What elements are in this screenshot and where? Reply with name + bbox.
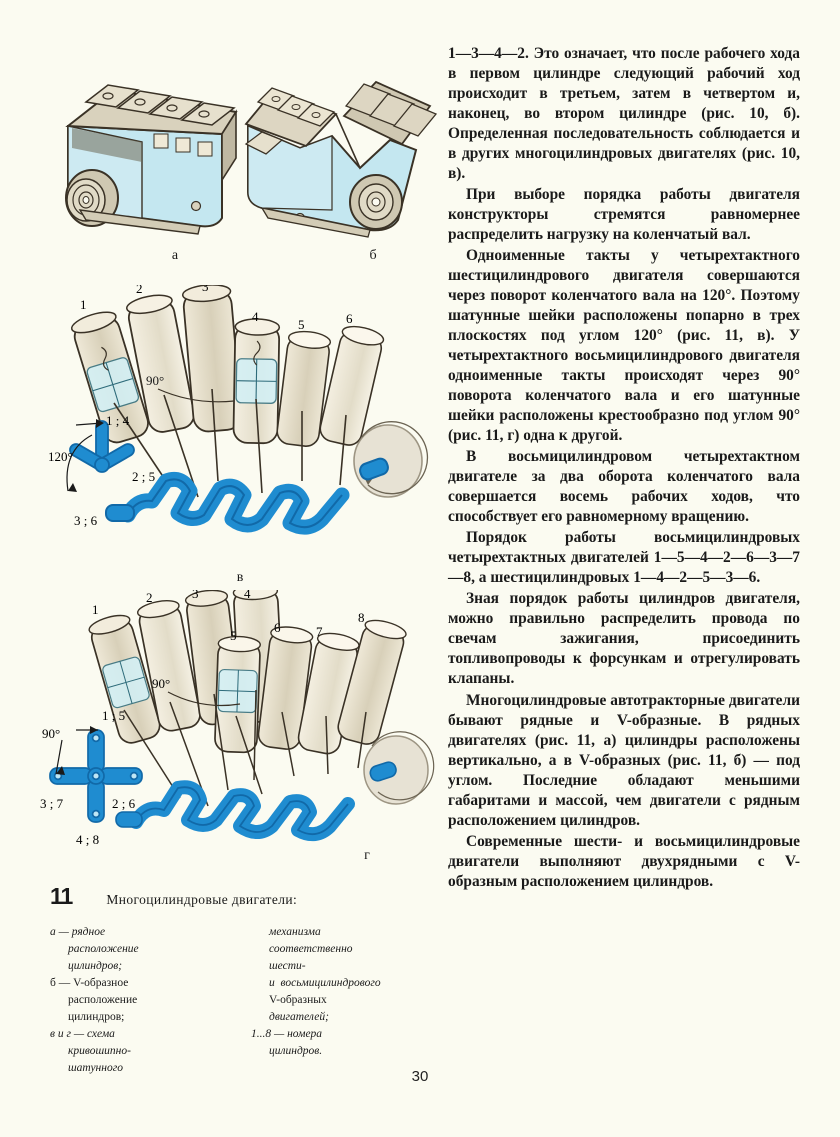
crank-pair-2-5: 2 ; 5	[132, 469, 156, 484]
body-paragraph: При выборе порядка работы двигателя конструкторы стремятся равномернее распределить нагрузку на коленчатый вал.	[448, 186, 800, 244]
caption-columns	[50, 924, 445, 1077]
caption-line: цилиндров;	[68, 960, 123, 973]
figure-title: Многоцилиндровые двигатели:	[106, 892, 298, 907]
caption-line: цилиндров;	[68, 1011, 125, 1024]
caption-line: механизма	[269, 926, 321, 938]
caption-line: цилиндров.	[269, 1045, 323, 1058]
v-engine-illustration	[240, 40, 440, 240]
g-cyl-num-6: 6	[274, 620, 281, 635]
caption-line: а — рядное	[50, 926, 106, 938]
body-paragraph: Зная порядок работы цилиндров двигателя, можно правильно распределить провода по свечам зажигания, присоединить топливопроводы к форсункам и отрегулировать клапаны.	[448, 590, 800, 688]
cyl-num-1: 1	[80, 297, 87, 312]
engine-illustrations-row	[40, 30, 440, 280]
crank-pair-3-7: 3 ; 7	[40, 796, 64, 811]
figure-sublabel-g: г	[364, 848, 370, 863]
cyl-num-5: 5	[298, 317, 305, 332]
body-paragraph: Порядок работы восьмицилиндровых четырехтактных двигателей 1—5—4—2—6—3—7—8, а шестицилиндровых 1—4—2—5—3—6.	[448, 529, 800, 587]
caption-line: расположение	[68, 943, 139, 956]
caption-line: двигателей;	[269, 1011, 329, 1024]
figure-sublabel-v: в	[236, 570, 244, 585]
inline-engine-illustration	[50, 30, 250, 240]
cyl-num-2: 2	[136, 285, 143, 296]
g-cyl-num-4: 4	[244, 590, 251, 601]
crank-pair-2-6: 2 ; 6	[112, 796, 136, 811]
body-text-column	[448, 44, 800, 893]
crank-pair-1-4: 1 ; 4	[106, 413, 130, 428]
six-cylinder-schematic	[40, 285, 440, 585]
crank-pair-1-5: 1 ; 5	[102, 708, 126, 723]
cyl-num-3: 3	[202, 285, 209, 294]
caption-header	[50, 885, 445, 908]
angle-label-120: 120°	[48, 449, 73, 464]
caption-line: и восьмицилиндрового	[269, 977, 381, 990]
figure-sublabel-a: а	[171, 248, 179, 263]
body-paragraph: В восьмицилиндровом четырехтактном двигателе за два оборота коленчатого вала совершается восемь рабочих ходов, что способствует его равномерному вращению.	[448, 448, 800, 526]
caption-line: шатунного	[68, 1062, 123, 1075]
angle-label-90-g: 90°	[152, 676, 171, 691]
body-paragraph: Многоцилиндровые автотракторные двигатели бывают рядные и V-образные. В рядных двигателях (рис. 11, а) цилиндры расположены вертикально, а в V-образных (рис. 11, б) — под углом. Последние обладают меньшими габаритами и массой, чем двигатели с рядным расположением цилиндров.	[448, 691, 800, 829]
angle-label-90-crank: 90°	[42, 726, 61, 741]
g-cyl-num-7: 7	[316, 624, 323, 639]
g-cyl-num-2: 2	[146, 590, 153, 605]
page-number: 30	[411, 1068, 429, 1085]
caption-line: в и г — схема	[50, 1028, 115, 1041]
body-paragraph: 1—3—4—2. Это означает, что после рабочего хода в первом цилиндре следующий рабочий ход происходит в третьем, затем в четвертом и, наконец, во втором цилиндре (рис. 10, б). Определенная последовательность соблюдается и в других многоцилиндровых двигателях (рис. 10, в).	[448, 45, 800, 183]
g-cyl-num-8: 8	[358, 610, 365, 625]
caption-column-left	[50, 924, 235, 1077]
figure-sublabel-b: б	[369, 248, 377, 263]
eight-cylinder-schematic	[40, 590, 440, 865]
caption-line: соответственно	[269, 943, 353, 956]
caption-line: б — V-образное	[50, 977, 129, 990]
body-paragraph: Одноименные такты у четырехтактного шестицилиндрового двигателя совершаются через поворот коленчатого вала на 120°. Поэтому шатунные шейки расположены попарно в трех плоскостях под углом 120° (рис. 11, в). У четырехтактного восьмицилиндрового двигателя одноименные такты происходят через 90° поворота коленчатого вала и его шатунные шейки расположены крестообразно под углом 90° (рис. 11, г) одна к другой.	[448, 247, 800, 445]
figure-column	[40, 30, 440, 1090]
caption-column-right	[251, 924, 436, 1077]
caption-line: 1...8 — номера	[251, 1028, 323, 1041]
g-cyl-num-1: 1	[92, 602, 99, 617]
caption-line: шести-	[269, 960, 306, 973]
body-paragraph: Современные шести- и восьмицилиндровые двигатели выполняют двухрядными с V-образным расположением цилиндров.	[448, 832, 800, 890]
angle-label-90-v: 90°	[146, 373, 165, 388]
crank-pair-4-8: 4 ; 8	[76, 832, 100, 847]
caption-line: V-образных	[269, 994, 327, 1007]
g-cyl-num-3: 3	[192, 590, 199, 601]
g-cyl-num-5: 5	[230, 628, 237, 643]
crank-pair-3-6: 3 ; 6	[74, 513, 98, 528]
figure-caption	[50, 885, 445, 1077]
cyl-num-4: 4	[252, 309, 259, 324]
cyl-num-6: 6	[346, 311, 353, 326]
caption-line: кривошипно-	[68, 1045, 131, 1058]
figure-number: 11	[50, 883, 73, 909]
caption-line: расположение	[68, 994, 138, 1007]
